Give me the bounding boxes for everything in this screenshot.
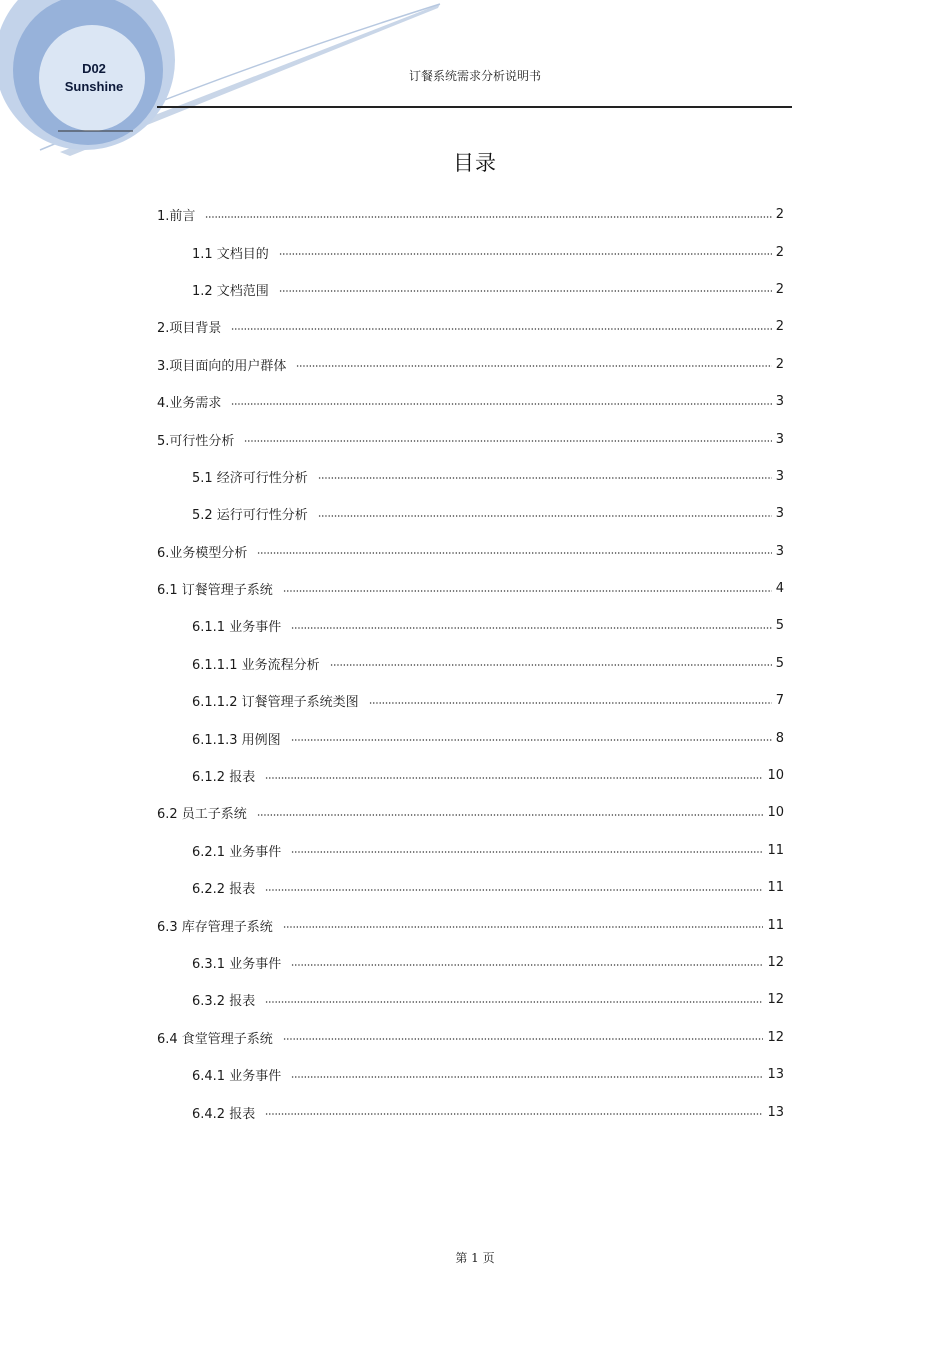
- table-of-contents: [157, 196, 784, 1131]
- toc-entry-label: 5.可行性分析: [157, 433, 235, 449]
- toc-entry[interactable]: [157, 346, 784, 383]
- toc-entry[interactable]: [157, 570, 784, 607]
- toc-entry-page-number: 5: [775, 618, 784, 634]
- toc-entry[interactable]: [157, 383, 784, 420]
- toc-entry[interactable]: [157, 832, 784, 869]
- toc-entry-page-number: 3: [775, 506, 784, 522]
- toc-entry[interactable]: [157, 607, 784, 644]
- toc-entry-page-number: 2: [775, 281, 784, 297]
- toc-entry-label: 5.2 运行可行性分析: [192, 508, 308, 524]
- toc-entry-page-number: 12: [767, 1029, 784, 1045]
- toc-dot-leader: [265, 1108, 763, 1120]
- toc-entry-page-number: 5: [775, 655, 784, 671]
- toc-dot-leader: [231, 398, 771, 410]
- toc-entry-label: 5.1 经济可行性分析: [192, 470, 308, 486]
- toc-dot-leader: [279, 248, 772, 260]
- toc-entry-page-number: 8: [775, 730, 784, 746]
- toc-entry[interactable]: [157, 869, 784, 906]
- toc-entry-label: 1.1 文档目的: [192, 246, 269, 262]
- toc-entry[interactable]: [157, 645, 784, 682]
- toc-entry-page-number: 4: [775, 581, 784, 597]
- toc-entry-page-number: 2: [775, 244, 784, 260]
- toc-entry-page-number: 2: [775, 319, 784, 335]
- toc-entry-page-number: 11: [767, 917, 784, 933]
- document-header-title: 订餐系统需求分析说明书: [408, 69, 541, 83]
- toc-entry-page-number: 13: [767, 1067, 784, 1083]
- toc-entry-label: 6.1.1 业务事件: [192, 620, 282, 636]
- toc-entry-label: 6.1.1.1 业务流程分析: [192, 657, 320, 673]
- toc-entry-label: 6.2.2 报表: [192, 882, 256, 898]
- toc-entry-label: 4.业务需求: [157, 396, 222, 412]
- toc-dot-leader: [291, 959, 763, 971]
- toc-entry[interactable]: [157, 458, 784, 495]
- toc-dot-leader: [257, 809, 764, 821]
- toc-entry[interactable]: [157, 981, 784, 1018]
- toc-entry-label: 6.1.2 报表: [192, 770, 256, 786]
- toc-entry-page-number: 3: [775, 543, 784, 559]
- toc-entry[interactable]: [157, 944, 784, 981]
- toc-dot-leader: [291, 1071, 763, 1083]
- toc-entry-label: 6.4.2 报表: [192, 1106, 256, 1122]
- toc-entry[interactable]: [157, 682, 784, 719]
- toc-entry-page-number: 2: [775, 356, 784, 372]
- toc-entry-label: 6.1.1.3 用例图: [192, 732, 281, 748]
- toc-entry-label: 1.前言: [157, 209, 196, 225]
- toc-entry-page-number: 12: [767, 992, 784, 1008]
- toc-dot-leader: [291, 622, 772, 634]
- toc-dot-leader: [330, 659, 772, 671]
- toc-entry-page-number: 3: [775, 431, 784, 447]
- toc-dot-leader: [291, 734, 772, 746]
- header-rule: [157, 106, 792, 108]
- toc-entry[interactable]: [157, 794, 784, 831]
- toc-entry[interactable]: [157, 757, 784, 794]
- toc-entry-label: 6.4 食堂管理子系统: [157, 1031, 273, 1047]
- toc-entry-page-number: 7: [775, 693, 784, 709]
- toc-entry-page-number: 13: [767, 1104, 784, 1120]
- toc-entry[interactable]: [157, 495, 784, 532]
- toc-entry-label: 6.4.1 业务事件: [192, 1069, 282, 1085]
- toc-entry-page-number: 3: [775, 468, 784, 484]
- toc-dot-leader: [205, 211, 771, 223]
- toc-entry-label: 6.业务模型分析: [157, 545, 248, 561]
- toc-entry[interactable]: [157, 233, 784, 270]
- toc-entry-label: 6.2 员工子系统: [157, 807, 247, 823]
- toc-entry-page-number: 3: [775, 394, 784, 410]
- toc-entry[interactable]: [157, 1093, 784, 1130]
- logo-line-1: D02: [82, 61, 106, 76]
- toc-entry-page-number: 10: [767, 805, 784, 821]
- toc-entry-label: 6.1 订餐管理子系统: [157, 583, 273, 599]
- toc-dot-leader: [369, 697, 772, 709]
- toc-entry-page-number: 12: [767, 955, 784, 970]
- toc-entry[interactable]: [157, 533, 784, 570]
- toc-entry-label: 2.项目背景: [157, 321, 222, 337]
- toc-entry[interactable]: [157, 1019, 784, 1056]
- toc-entry-page-number: 10: [767, 768, 784, 784]
- toc-dot-leader: [318, 510, 772, 522]
- toc-dot-leader: [296, 360, 771, 372]
- toc-dot-leader: [257, 547, 771, 559]
- page-footer: 第 1 页: [455, 1251, 495, 1265]
- toc-entry[interactable]: [157, 420, 784, 457]
- toc-title: 目录: [453, 151, 497, 175]
- logo-text: [52, 60, 136, 96]
- toc-entry-label: 6.1.1.2 订餐管理子系统类图: [192, 695, 359, 711]
- toc-dot-leader: [265, 772, 763, 784]
- toc-dot-leader: [265, 996, 763, 1008]
- toc-dot-leader: [265, 884, 763, 896]
- toc-entry-page-number: 11: [767, 842, 784, 858]
- toc-dot-leader: [283, 585, 772, 597]
- toc-entry-label: 3.项目面向的用户群体: [157, 358, 287, 374]
- logo-line-2: Sunshine: [64, 79, 124, 94]
- toc-entry[interactable]: [157, 1056, 784, 1093]
- toc-dot-leader: [244, 435, 771, 447]
- toc-entry[interactable]: [157, 271, 784, 308]
- toc-entry[interactable]: [157, 906, 784, 943]
- toc-entry-page-number: 11: [767, 880, 784, 896]
- toc-entry-label: 6.3.2 报表: [192, 994, 256, 1010]
- toc-entry-label: 6.3 库存管理子系统: [157, 919, 273, 935]
- toc-dot-leader: [291, 846, 763, 858]
- toc-dot-leader: [283, 1033, 764, 1045]
- toc-entry-label: 6.2.1 业务事件: [192, 844, 282, 860]
- toc-entry[interactable]: [157, 719, 784, 756]
- toc-dot-leader: [318, 472, 772, 484]
- toc-entry-label: 6.3.1 业务事件: [192, 957, 282, 972]
- toc-entry-label: 1.2 文档范围: [192, 283, 269, 299]
- toc-dot-leader: [231, 323, 771, 335]
- toc-entry-page-number: 2: [775, 207, 784, 223]
- toc-entry[interactable]: [157, 308, 784, 345]
- toc-dot-leader: [279, 285, 772, 297]
- toc-dot-leader: [283, 921, 764, 933]
- toc-entry[interactable]: [157, 196, 784, 233]
